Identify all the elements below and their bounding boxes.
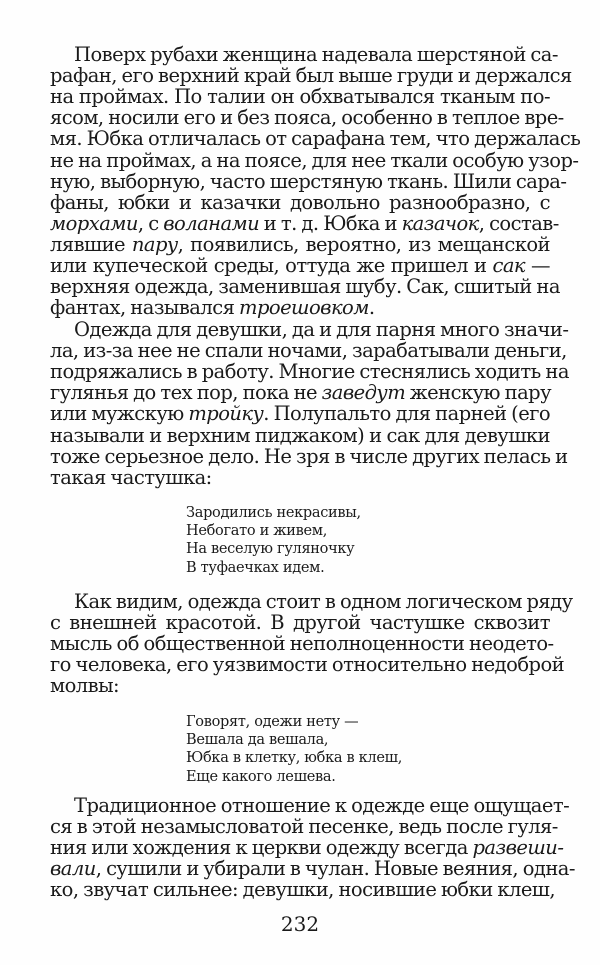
text-run: с внешней красотой. В другой частушке сквозит	[50, 611, 550, 635]
text-run: ко, звучат сильнее: девушки, носившие юбки клеш,	[50, 878, 556, 902]
italic-term: троешовком	[239, 296, 369, 320]
text-run: и т. д. Юбка и	[259, 211, 402, 235]
text-run: или мужскую	[50, 402, 189, 426]
text-line	[50, 360, 569, 384]
text-line	[50, 653, 565, 677]
text-run: фантах, назывался	[50, 296, 239, 320]
text-line	[50, 632, 554, 656]
verse-line: На веселую гуляночку	[186, 541, 355, 558]
text-line	[50, 87, 550, 107]
text-run: Одежда для девушки, да и для парня много значи-	[74, 318, 569, 341]
text-run: ся в этой незамысловатой песенке, ведь после гуля-	[50, 815, 558, 839]
text-line	[50, 106, 564, 130]
text-run: верхняя одежда, заменившая шубу. Сак, сшитый на	[50, 275, 560, 299]
text-line	[74, 43, 558, 66]
text-run: ясом, носили его и без пояса, особенно в теплое вре-	[50, 106, 564, 130]
text-run: .	[368, 296, 375, 320]
text-line	[50, 465, 550, 489]
text-line	[50, 444, 568, 468]
text-run: такая частушка:	[50, 465, 212, 489]
text-line	[50, 339, 567, 363]
text-line	[50, 127, 581, 151]
italic-term: сак	[492, 254, 526, 277]
page-number: 232	[280, 912, 320, 936]
text-run: лявшие	[50, 232, 132, 256]
text-run: Традиционное отношение к одежде еще ощущает-	[74, 794, 570, 817]
text-run: фаны, юбки и казачки довольно разнообразно, с	[50, 190, 550, 214]
italic-term: заведут	[321, 381, 406, 405]
text-run: или купеческой среды, оттуда же пришел и	[50, 254, 493, 277]
text-run: го человека, его уязвимости относительно недоброй	[50, 653, 565, 677]
verse-line: Небогато и живем,	[186, 523, 328, 540]
text-run: ла, из-за нее не спали ночами, зарабатывали деньги,	[50, 339, 567, 363]
text-line	[50, 815, 558, 839]
verse-line: В туфаечках идем.	[186, 559, 325, 576]
text-run: , с	[137, 211, 164, 235]
text-run: рафан, его верхний край был выше груди и держался	[50, 64, 572, 88]
verse-line: Зародились некрасивы,	[186, 505, 361, 521]
text-line	[74, 794, 570, 817]
text-run: женскую пару	[405, 381, 552, 405]
text-line	[50, 169, 567, 193]
text-line	[50, 383, 550, 403]
text-run: на проймах. По талии он обхватывался тканым по-	[50, 85, 550, 109]
text-line	[50, 64, 572, 88]
text-run: —	[525, 254, 550, 277]
text-line	[50, 256, 550, 276]
text-line	[50, 836, 564, 860]
text-run: молвы:	[50, 674, 120, 698]
text-run: гулянья до тех пор, пока не	[50, 381, 322, 405]
text-line	[50, 190, 550, 214]
text-line	[50, 232, 550, 256]
verse-line: Говорят, одежи нету —	[186, 714, 359, 730]
text-run: Как видим, одежда стоит в одном логическом ряду	[74, 590, 573, 613]
text-run: ния или хождения к церкви одежду всегда	[50, 836, 473, 860]
text-run: Поверх рубахи женщина надевала шерстяной са-	[74, 43, 558, 66]
text-line	[50, 423, 550, 447]
text-line	[50, 857, 575, 881]
italic-term: воланами	[163, 211, 260, 235]
text-line	[50, 211, 559, 235]
text-run: . Полупальто для парней (его	[263, 402, 551, 426]
text-run: , сушили и убирали в чулан. Новые веяния, одна-	[95, 857, 575, 881]
italic-term: развеши-	[472, 836, 564, 860]
text-line	[50, 878, 556, 902]
text-line	[50, 275, 560, 299]
text-line	[50, 148, 579, 172]
text-run: называли и верхним пиджаком) и сак для девушки	[50, 423, 550, 447]
italic-term: казачок	[401, 211, 479, 235]
italic-term: пару	[131, 232, 178, 256]
text-line	[50, 404, 550, 424]
text-run: ную, выборную, часто шерстяную ткань. Шили сара-	[50, 169, 567, 193]
text-line	[50, 298, 550, 318]
text-run: , состав-	[478, 211, 559, 235]
text-run: мысль об общественной неполноценности неодето-	[50, 632, 554, 656]
text-run: подряжались в работу. Многие стеснялись ходить на	[50, 360, 569, 384]
italic-term: морхами	[50, 211, 138, 235]
text-line	[74, 590, 573, 613]
verse-line: Юбка в клетку, юбка в клеш,	[186, 750, 403, 767]
text-run: не на проймах, а на поясе, для нее ткали особую узор-	[50, 148, 579, 172]
text-run: , появились, вероятно, из мещанской	[177, 232, 550, 256]
text-line	[50, 676, 550, 696]
italic-term: тройку	[188, 402, 264, 426]
text-run: тоже серьезное дело. Не зря в числе других пелась и	[50, 444, 568, 468]
text-line	[74, 318, 569, 341]
text-line	[50, 613, 550, 633]
verse-line: Вешала да вешала,	[186, 732, 329, 749]
text-run: мя. Юбка отличалась от сарафана тем, что держалась	[50, 127, 581, 151]
italic-term: вали	[50, 857, 96, 881]
verse-line: Еще какого лешева.	[186, 768, 336, 785]
